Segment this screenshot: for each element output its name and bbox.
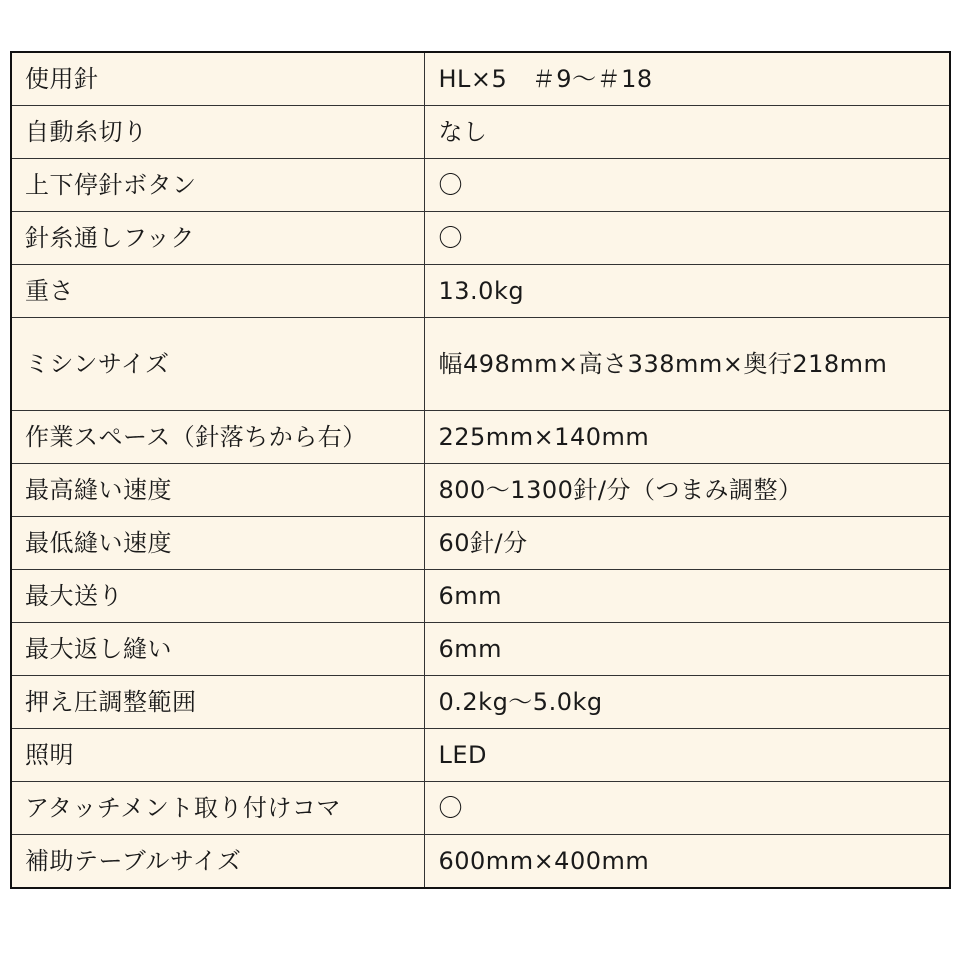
table-row	[11, 464, 950, 517]
table-row	[11, 212, 950, 265]
spec-value: 800～1300針/分（つまみ調整）	[424, 464, 950, 517]
spec-label: 最大送り	[11, 570, 424, 623]
spec-label: 押え圧調整範囲	[11, 676, 424, 729]
spec-label: 使用針	[11, 52, 424, 106]
table-row	[11, 517, 950, 570]
spec-label: 最低縫い速度	[11, 517, 424, 570]
spec-value: LED	[424, 729, 950, 782]
spec-value: 6mm	[424, 570, 950, 623]
table-row	[11, 318, 950, 411]
table-row	[11, 835, 950, 889]
spec-label: 針糸通しフック	[11, 212, 424, 265]
spec-value: なし	[424, 106, 950, 159]
spec-value: 6mm	[424, 623, 950, 676]
spec-table	[10, 51, 951, 889]
spec-label: 照明	[11, 729, 424, 782]
table-row	[11, 52, 950, 106]
spec-value: 〇	[424, 212, 950, 265]
spec-value: HL×5 ＃9～＃18	[424, 52, 950, 106]
spec-value: 〇	[424, 782, 950, 835]
table-row	[11, 106, 950, 159]
table-row	[11, 265, 950, 318]
spec-label: 自動糸切り	[11, 106, 424, 159]
spec-value: 600mm×400mm	[424, 835, 950, 889]
spec-label: 上下停針ボタン	[11, 159, 424, 212]
table-row	[11, 782, 950, 835]
spec-label: 補助テーブルサイズ	[11, 835, 424, 889]
table-row	[11, 159, 950, 212]
spec-value: 60針/分	[424, 517, 950, 570]
spec-label: 作業スペース（針落ちから右）	[11, 411, 424, 464]
spec-value: 13.0kg	[424, 265, 950, 318]
table-row	[11, 623, 950, 676]
table-row	[11, 570, 950, 623]
table-row	[11, 411, 950, 464]
spec-label: 重さ	[11, 265, 424, 318]
table-row	[11, 676, 950, 729]
spec-value: 〇	[424, 159, 950, 212]
spec-value: 0.2kg～5.0kg	[424, 676, 950, 729]
spec-label: 最高縫い速度	[11, 464, 424, 517]
table-row	[11, 729, 950, 782]
spec-value: 幅498mm×高さ338mm×奥行218mm	[424, 318, 950, 411]
spec-label: ミシンサイズ	[11, 318, 424, 411]
spec-label: アタッチメント取り付けコマ	[11, 782, 424, 835]
spec-label: 最大返し縫い	[11, 623, 424, 676]
spec-value: 225mm×140mm	[424, 411, 950, 464]
